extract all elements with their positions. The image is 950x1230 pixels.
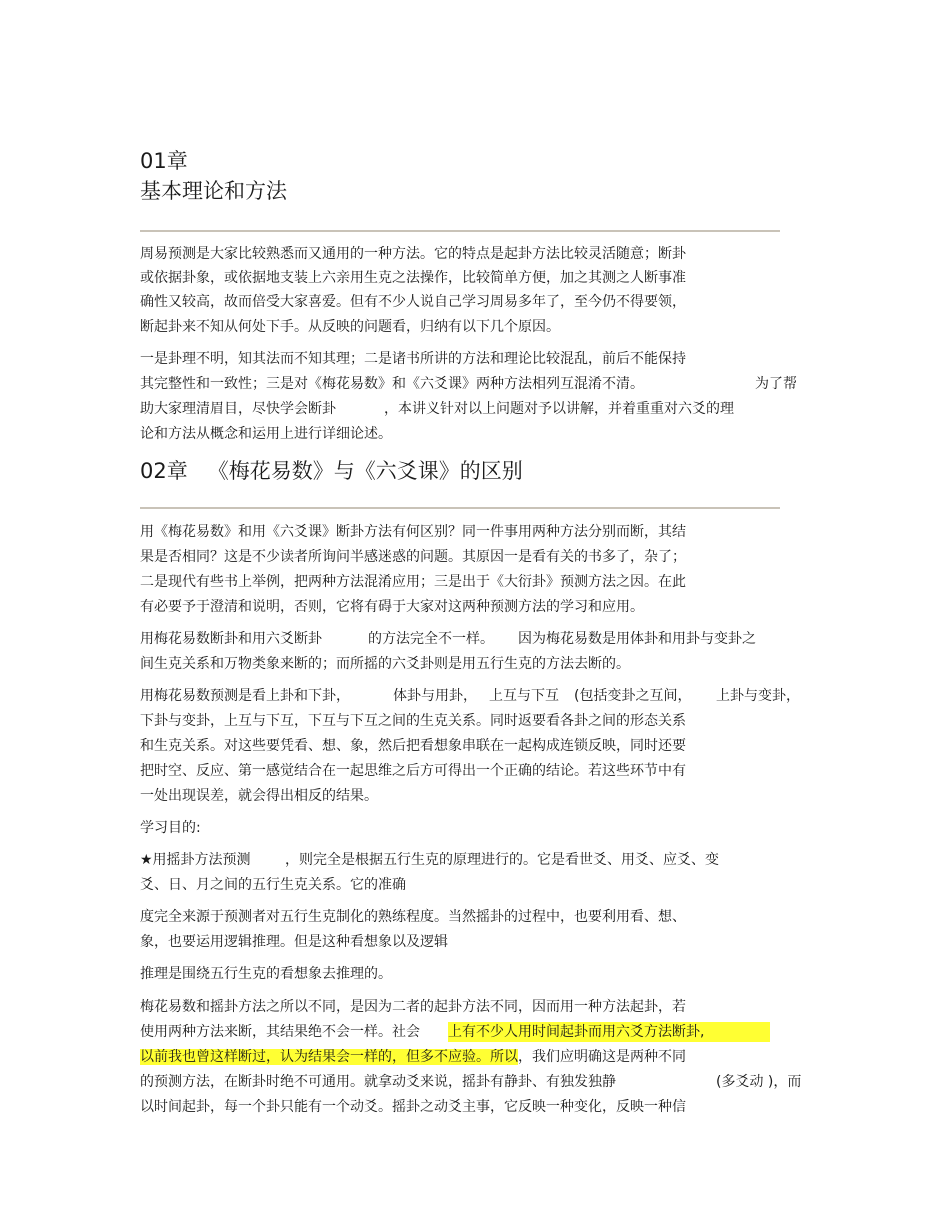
- paragraph-1-line: 周易预测是大家比较熟悉而又通用的一种方法。它的特点是起卦方法比较灵活随意；断卦: [140, 246, 686, 262]
- paragraph-9-line-tail: ，我们应明确这是两种不同: [518, 1049, 686, 1065]
- paragraph-4-line: 的方法完全不一样。: [368, 631, 494, 647]
- paragraph-1-line: 断起卦来不知从何处下手。从反映的问题看，归纳有以下几个原因。: [140, 319, 560, 335]
- highlighted-text: 上有不少人用时间起卦而用六爻方法断卦,: [448, 1022, 770, 1042]
- paragraph-2-line: 为了帮: [755, 376, 797, 392]
- paragraph-9-line: 使用两种方法来断，其结果绝不会一样。社会: [140, 1024, 420, 1040]
- paragraph-9-line: [140, 1047, 686, 1067]
- paragraph-7-line: 象，也要运用逻辑推理。但是这种看想象以及逻辑: [140, 934, 448, 950]
- paragraph-4-line: 间生克关系和万物类象来断的；而所摇的六爻卦则是用五行生克的方法去断的。: [140, 656, 630, 672]
- paragraph-2-line: 其完整性和一致性；三是对《梅花易数》和《六爻课》两种方法相列互混淆不清。: [140, 376, 644, 392]
- chapter-2-number: 02章: [140, 459, 188, 483]
- paragraph-6-line: 爻、日、月之间的五行生克关系。它的准确: [140, 877, 406, 893]
- paragraph-3-line: 果是否相同？这是不少读者所询问半感迷惑的问题。其原因一是看有关的书多了，杂了；: [140, 549, 686, 565]
- paragraph-2-line: ，本讲义针对以上问题对予以讲解，并着重重对六爻的理: [384, 401, 734, 417]
- paragraph-9-line: 梅花易数和摇卦方法之所以不同，是因为二者的起卦方法不同，因而用一种方法起卦，若: [140, 999, 686, 1015]
- paragraph-5-line: 用梅花易数预测是看上卦和下卦，: [140, 688, 350, 704]
- paragraph-4-line: 因为梅花易数是用体卦和用卦与变卦之: [518, 631, 756, 647]
- chapter-2-heading: [140, 458, 523, 484]
- paragraph-2-line: 助大家理清眉目，尽快学会断卦: [140, 401, 336, 417]
- paragraph-5-line: 下卦与变卦，上互与下互，下互与下互之间的生克关系。同时返要看各卦之间的形态关系: [140, 713, 686, 729]
- paragraph-2-line: 一是卦理不明，知其法而不知其理；二是诸书所讲的方法和理论比较混乱，前后不能保持: [140, 351, 686, 367]
- paragraph-5-line: 把时空、反应、第一感觉结合在一起思维之后方可得出一个正确的结论。若这些环节中有: [140, 763, 686, 779]
- chapter-1-divider: [140, 230, 780, 232]
- paragraph-9-line: (多爻动 )，而: [716, 1074, 802, 1090]
- paragraph-9-line: 的预测方法，在断卦时绝不可通用。就拿动爻来说，摇卦有静卦、有独发独静: [140, 1074, 616, 1090]
- chapter-2-divider: [140, 507, 780, 509]
- paragraph-3-line: 用《梅花易数》和用《六爻课》断卦方法有何区别？同一件事用两种方法分别而断，其结: [140, 524, 686, 540]
- paragraph-3-line: 二是现代有些书上举例，把两种方法混淆应用；三是出于《大衍卦》预测方法之因。在此: [140, 574, 686, 590]
- chapter-1-number: 01章: [140, 149, 188, 173]
- highlighted-text: 以前我也曾这样断过，认为结果会一样的，但多不应验。所以: [140, 1049, 518, 1065]
- paragraph-5-line: 上卦与变卦，: [716, 688, 800, 704]
- paragraph-8-line: 推理是围绕五行生克的看想象去推理的。: [140, 966, 392, 982]
- paragraph-5-line: (包括变卦之互间，: [574, 688, 692, 704]
- paragraph-1-line: 确性又较高，故而倍受大家喜爱。但有不少人说自己学习周易多年了，至今仍不得要领，: [140, 294, 686, 310]
- paragraph-6-line: ★用摇卦方法预测: [140, 852, 251, 868]
- paragraph-7-line: 度完全来源于预测者对五行生克制化的熟练程度。当然摇卦的过程中，也要利用看、想、: [140, 909, 686, 925]
- paragraph-5-line: 上互与下互: [489, 688, 559, 704]
- paragraph-3-line: 有必要予于澄清和说明，否则，它将有碍于大家对这两种预测方法的学习和应用。: [140, 599, 644, 615]
- paragraph-5-line: 和生克关系。对这些要凭看、想、象，然后把看想象串联在一起构成连锁反映，同时还要: [140, 738, 686, 754]
- paragraph-6-line: ，则完全是根据五行生克的原理进行的。它是看世爻、用爻、应爻、变: [285, 852, 719, 868]
- section-label: 学习目的:: [140, 820, 201, 836]
- paragraph-4-line: 用梅花易数断卦和用六爻断卦: [140, 631, 322, 647]
- paragraph-2-line: 论和方法从概念和运用上进行详细论述。: [140, 426, 392, 442]
- chapter-1-title: 基本理论和方法: [140, 179, 287, 203]
- chapter-2-title: 《梅花易数》与《六爻课》的区别: [207, 459, 523, 483]
- paragraph-1-line: 或依据卦象，或依据地支装上六亲用生克之法操作，比较简单方便，加之其测之人断事准: [140, 270, 686, 286]
- paragraph-9-line: 以时间起卦，每一个卦只能有一个动爻。摇卦之动爻主事，它反映一种变化，反映一种信: [140, 1099, 686, 1115]
- paragraph-5-line: 一处出现误差，就会得出相反的结果。: [140, 788, 378, 804]
- paragraph-5-line: 体卦与用卦，: [393, 688, 477, 704]
